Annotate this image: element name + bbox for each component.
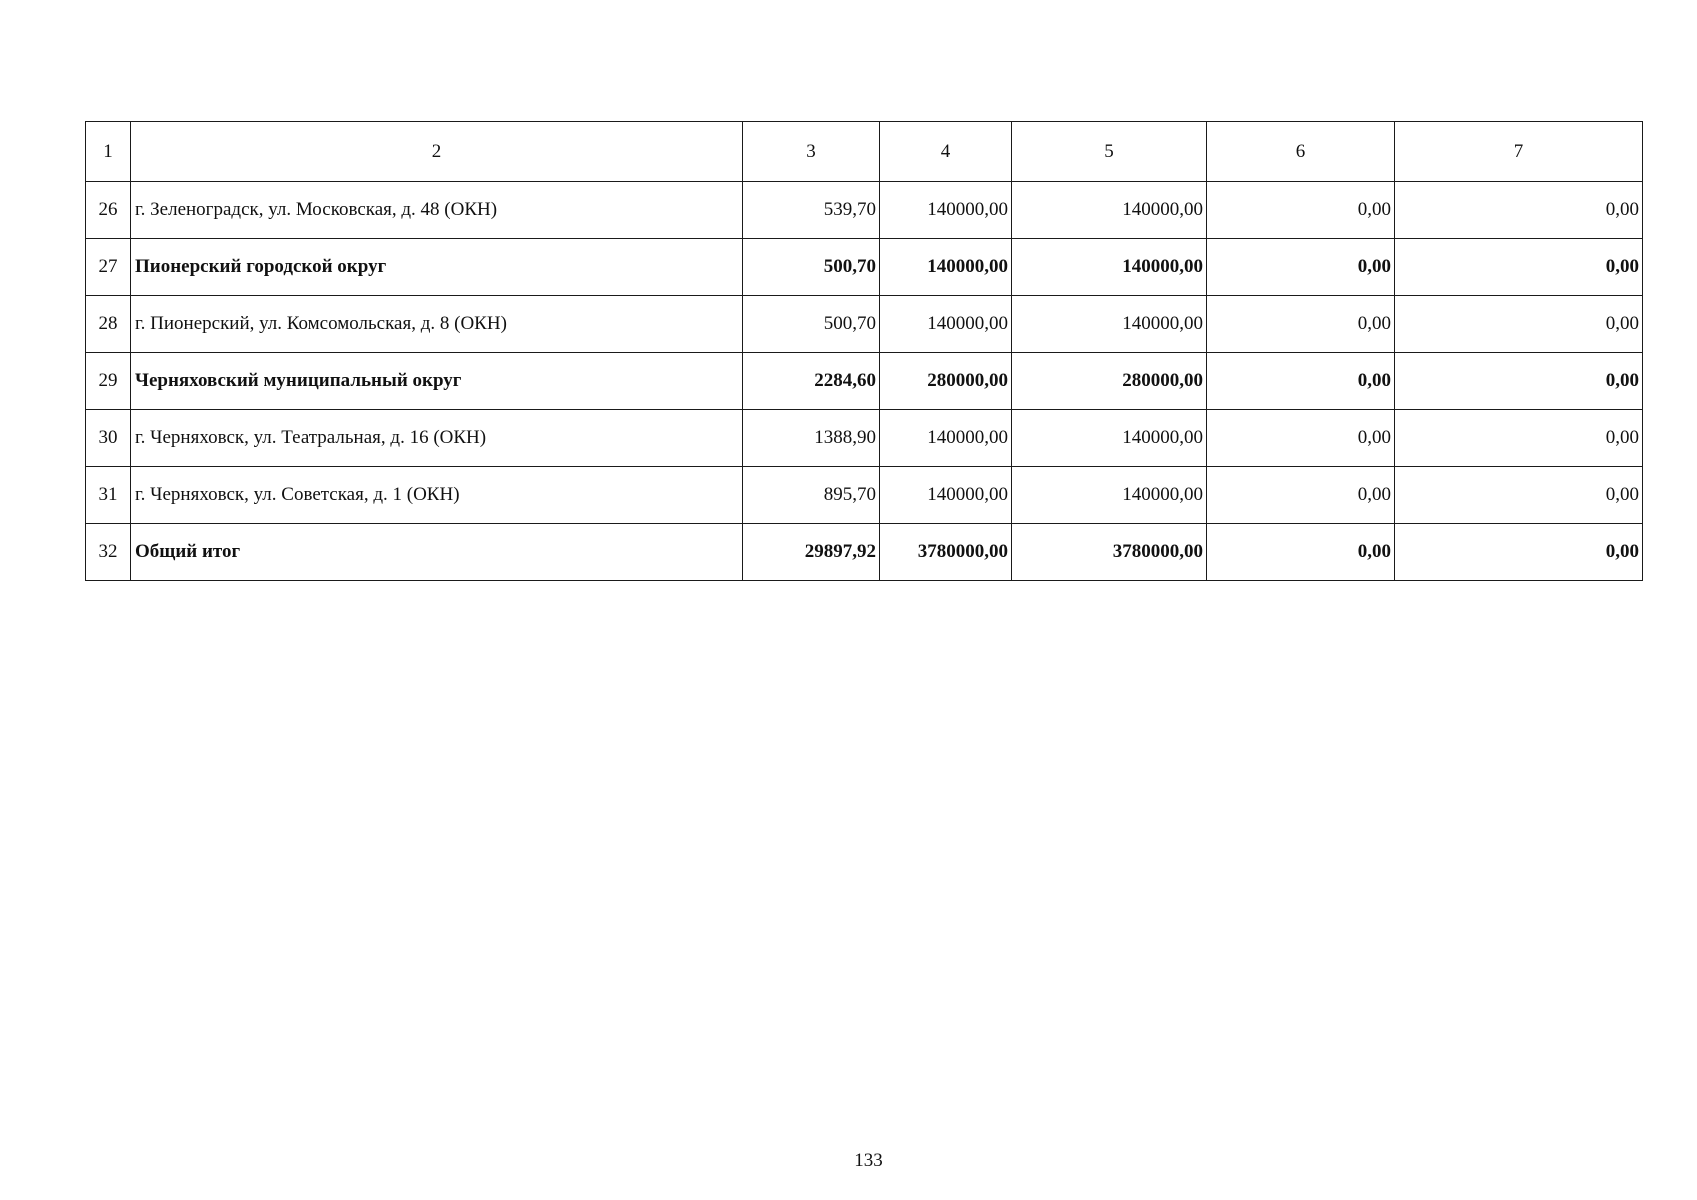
table-row	[86, 410, 1643, 467]
cell-col-4: 140000,00	[880, 410, 1012, 467]
cell-col-3: 895,70	[743, 467, 880, 524]
table-row	[86, 353, 1643, 410]
cell-col-4: 3780000,00	[880, 524, 1012, 581]
row-number: 29	[86, 353, 131, 410]
cell-col-6: 0,00	[1207, 239, 1395, 296]
cell-col-7: 0,00	[1395, 239, 1643, 296]
cell-col-4: 280000,00	[880, 353, 1012, 410]
cell-col-7: 0,00	[1395, 296, 1643, 353]
cell-col-5: 140000,00	[1012, 410, 1207, 467]
column-header-2: 2	[131, 122, 743, 182]
cell-col-3: 2284,60	[743, 353, 880, 410]
cell-col-7: 0,00	[1395, 410, 1643, 467]
column-header-3: 3	[743, 122, 880, 182]
cell-col-5: 140000,00	[1012, 182, 1207, 239]
table-row	[86, 239, 1643, 296]
cell-col-6: 0,00	[1207, 353, 1395, 410]
table-row	[86, 296, 1643, 353]
row-number: 28	[86, 296, 131, 353]
cell-col-7: 0,00	[1395, 353, 1643, 410]
row-number: 30	[86, 410, 131, 467]
cell-col-4: 140000,00	[880, 296, 1012, 353]
column-header-7: 7	[1395, 122, 1643, 182]
cell-col-7: 0,00	[1395, 182, 1643, 239]
cell-col-6: 0,00	[1207, 296, 1395, 353]
column-header-5: 5	[1012, 122, 1207, 182]
cell-col-4: 140000,00	[880, 182, 1012, 239]
row-number: 27	[86, 239, 131, 296]
object-name: Общий итог	[131, 524, 743, 581]
cell-col-6: 0,00	[1207, 182, 1395, 239]
budget-table	[85, 121, 1643, 581]
row-number: 31	[86, 467, 131, 524]
cell-col-3: 1388,90	[743, 410, 880, 467]
cell-col-3: 539,70	[743, 182, 880, 239]
row-number: 26	[86, 182, 131, 239]
cell-col-6: 0,00	[1207, 467, 1395, 524]
cell-col-5: 140000,00	[1012, 467, 1207, 524]
cell-col-6: 0,00	[1207, 524, 1395, 581]
object-name: г. Черняховск, ул. Театральная, д. 16 (ОКН)	[131, 410, 743, 467]
column-header-6: 6	[1207, 122, 1395, 182]
object-name: Черняховский муниципальный округ	[131, 353, 743, 410]
object-name: г. Зеленоградск, ул. Московская, д. 48 (ОКН)	[131, 182, 743, 239]
cell-col-3: 500,70	[743, 239, 880, 296]
cell-col-7: 0,00	[1395, 524, 1643, 581]
table-row	[86, 182, 1643, 239]
column-header-1: 1	[86, 122, 131, 182]
total-row	[86, 524, 1643, 581]
cell-col-3: 500,70	[743, 296, 880, 353]
table-row	[86, 467, 1643, 524]
cell-col-3: 29897,92	[743, 524, 880, 581]
cell-col-4: 140000,00	[880, 239, 1012, 296]
column-header-4: 4	[880, 122, 1012, 182]
cell-col-7: 0,00	[1395, 467, 1643, 524]
cell-col-5: 140000,00	[1012, 296, 1207, 353]
cell-col-5: 3780000,00	[1012, 524, 1207, 581]
cell-col-5: 280000,00	[1012, 353, 1207, 410]
object-name: Пионерский городской округ	[131, 239, 743, 296]
cell-col-5: 140000,00	[1012, 239, 1207, 296]
row-number: 32	[86, 524, 131, 581]
object-name: г. Черняховск, ул. Советская, д. 1 (ОКН)	[131, 467, 743, 524]
cell-col-6: 0,00	[1207, 410, 1395, 467]
object-name: г. Пионерский, ул. Комсомольская, д. 8 (ОКН)	[131, 296, 743, 353]
page-number: 133	[854, 1150, 883, 1171]
column-number-header-row	[86, 122, 1643, 182]
cell-col-4: 140000,00	[880, 467, 1012, 524]
